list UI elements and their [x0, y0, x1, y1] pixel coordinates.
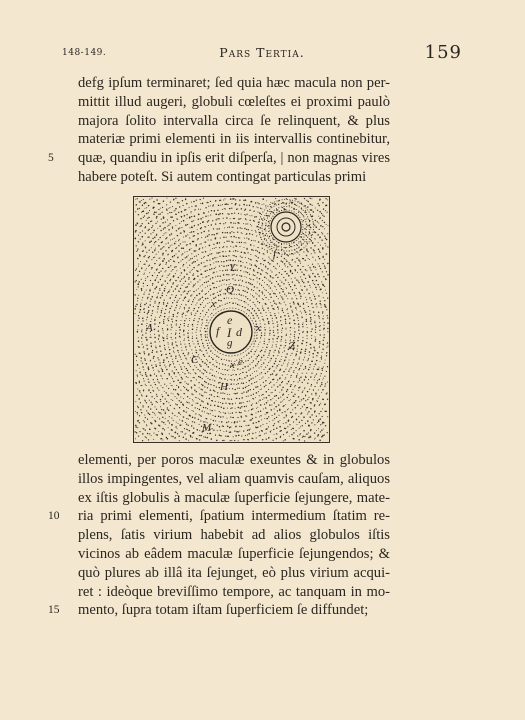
text-line: 5 quæ, quandiu in ipſis erit diſperſa, | non magnas vires	[48, 150, 390, 167]
label-q: Q	[226, 284, 234, 296]
text-line: quò plures ab illâ ita ſejunget, eò plus virium acqui-	[78, 564, 390, 581]
text-block-top	[48, 74, 390, 187]
label-x-right: x	[256, 322, 261, 334]
page-number: 159	[424, 42, 462, 63]
label-z: Z	[289, 340, 296, 352]
text-line: majora ſolito intervalla circa ſe relinquent, & plus	[78, 112, 390, 129]
line-number: 15	[48, 604, 60, 617]
label-center-g: g	[227, 337, 233, 349]
label-center-i: I	[227, 325, 232, 340]
label-m: M	[202, 422, 212, 434]
line-number: 10	[48, 510, 60, 523]
text-line: vicinos ab eâdem maculæ ſuperficie ſejungendos; &	[78, 545, 390, 562]
text-line: materiæ primi elementi in iis intervallis continebitur,	[78, 131, 390, 148]
label-x-bottom: x	[230, 359, 235, 371]
running-header	[62, 42, 462, 66]
label-y: Y	[229, 262, 236, 274]
label-center-f: f	[216, 324, 220, 338]
label-x-top: x	[211, 298, 216, 310]
label-h: H	[220, 381, 228, 393]
text-line: illos impingentes, vel aliam quamvis cauſam, aliquos	[78, 470, 390, 487]
text-line: ex iſtis globulis à maculæ ſuperficie ſejungere, mate-	[78, 489, 390, 506]
engraved-figure	[133, 196, 330, 443]
text-line: 10 ria primi elementi, ſpatium intermedium ſtatim re-	[48, 508, 390, 525]
line-number: 5	[48, 152, 54, 165]
label-e-side: e	[238, 356, 243, 368]
label-a: A	[146, 322, 153, 334]
page-reference: 148-149.	[62, 48, 107, 58]
text-line: 15 mento, ſupra totam iſtam ſuperficiem ſe diffundet;	[48, 602, 369, 619]
text-line: ret : ideòque breviſſimo tempore, ac tanquam in mo-	[78, 583, 390, 600]
text-line: elementi, per poros maculæ exeuntes & in globulos	[78, 452, 390, 468]
label-center-e: e	[227, 313, 233, 327]
text-line: defg ipſum terminaret; ſed quia hæc macula non per-	[78, 75, 390, 91]
text-line: habere poteſt. Si autem contingat particulas primi	[78, 168, 367, 185]
label-c: C	[191, 354, 199, 366]
text-block-bottom	[48, 451, 390, 620]
text-line: mittit illud augeri, globuli cœleſtes ei proximi paulò	[78, 93, 390, 110]
running-title: Pars Tertia.	[219, 45, 305, 60]
label-f: f	[273, 248, 277, 260]
label-center-d: d	[236, 325, 242, 339]
text-line: plens, ſatis virium habebit ad alios globulos iſtis	[78, 527, 390, 544]
